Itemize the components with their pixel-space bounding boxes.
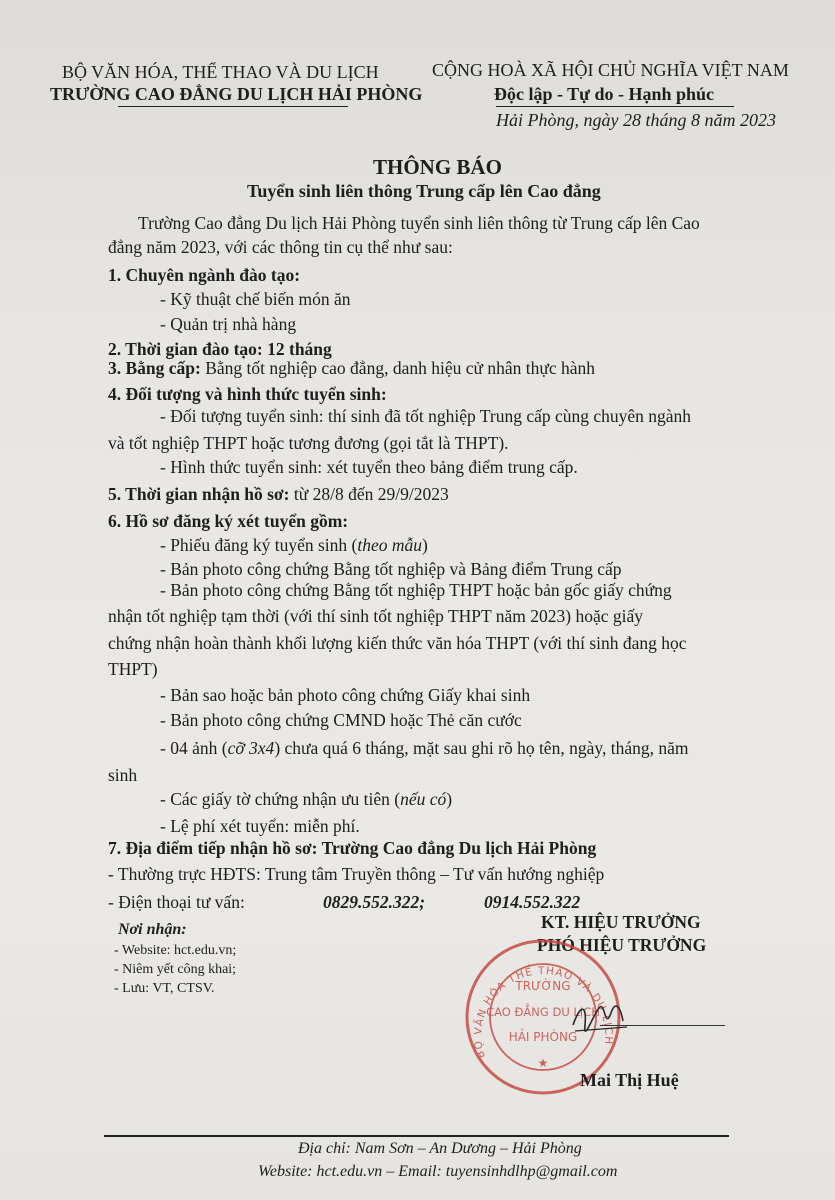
footer-address: Địa chỉ: Nam Sơn – An Dương – Hải Phòng: [298, 1140, 582, 1157]
section-3-heading: 3. Bằng cấp:: [108, 358, 201, 378]
section-6-item-italic: cỡ 3x4: [227, 738, 275, 758]
section-6-item: [160, 736, 688, 760]
section-3: [108, 356, 595, 380]
stamp-text-line-2: CAO ĐẲNG DU LỊCH: [486, 1005, 600, 1019]
section-6-item: [160, 787, 452, 811]
school-underline: [118, 106, 348, 107]
signer-name: Mai Thị Huệ: [580, 1070, 679, 1090]
section-6-item-text: - Các giấy tờ chứng nhận ưu tiên (: [160, 789, 401, 809]
stamp-text-line-3: HẢI PHÒNG: [508, 1030, 578, 1044]
section-5: [108, 482, 449, 506]
recipients-title: Nơi nhận:: [118, 921, 187, 938]
section-6-heading: 6. Hồ sơ đăng ký xét tuyển gồm:: [108, 511, 349, 531]
signature-role-2: PHÓ HIỆU TRƯỞNG: [537, 935, 707, 955]
document-subtitle: Tuyển sinh liên thông Trung cấp lên Cao đẳng: [247, 181, 601, 201]
section-1-item: - Quản trị nhà hàng: [160, 314, 297, 334]
section-4-heading: 4. Đối tượng và hình thức tuyển sinh:: [108, 384, 387, 404]
signature-line: [600, 1025, 725, 1026]
section-6-item: - Lệ phí xét tuyển: miễn phí.: [160, 816, 360, 836]
section-6-item: [160, 533, 428, 557]
footer-website: Website: hct.edu.vn – Email: tuyensinhdlhp@gmail.com: [258, 1163, 618, 1180]
section-6-item-text: - Phiếu đăng ký tuyển sinh (: [160, 535, 358, 555]
section-6-item-line: sinh: [108, 765, 138, 785]
section-4-line-3: - Hình thức tuyển sinh: xét tuyển theo bảng điểm trung cấp.: [160, 457, 578, 477]
document-title: THÔNG BÁO: [373, 155, 502, 179]
section-6-item-text: - 04 ảnh (: [160, 738, 228, 758]
stamp-ring-text: BỘ VĂN HÓA THỂ THAO VÀ DU L CH: [472, 964, 615, 1060]
footer-divider: [104, 1135, 729, 1137]
ministry-name: BỘ VĂN HÓA, THỂ THAO VÀ DU LỊCH: [62, 62, 379, 82]
intro-line-2: đẳng năm 2023, với các thông tin cụ thể như sau:: [108, 237, 453, 257]
motto-underline: [496, 106, 734, 107]
intro-line-1: Trường Cao đẳng Du lịch Hải Phòng tuyển sinh liên thông từ Trung cấp lên Cao: [138, 213, 700, 233]
recipient-item: - Website: hct.edu.vn;: [114, 943, 237, 958]
stamp-text-line-1: TRƯỜNG: [515, 979, 571, 993]
recipient-item: - Lưu: VT, CTSV.: [114, 981, 215, 996]
section-1-item: - Kỹ thuật chế biến món ăn: [160, 289, 351, 309]
section-6-item: - Bản photo công chứng CMND hoặc Thẻ căn cước: [160, 710, 522, 730]
document-date: Hải Phòng, ngày 28 tháng 8 năm 2023: [496, 110, 776, 130]
country-name: CỘNG HOÀ XÃ HỘI CHỦ NGHĨA VIỆT NAM: [432, 60, 789, 80]
section-6-item-text: ) chưa quá 6 tháng, mặt sau ghi rõ họ tên, ngày, tháng, năm: [274, 738, 689, 758]
section-7-heading: 7. Địa điểm tiếp nhận hồ sơ: Trường Cao đẳng Du lịch Hải Phòng: [108, 838, 597, 858]
section-6-item-line: chứng nhận hoàn thành khối lượng kiến thức văn hóa THPT (với thí sinh đang học: [108, 633, 687, 653]
section-1-heading: 1. Chuyên ngành đào tạo:: [108, 265, 301, 285]
recipient-item: - Niêm yết công khai;: [114, 962, 237, 977]
stamp-star: ★: [537, 1056, 549, 1070]
section-4-line-1: - Đối tượng tuyển sinh: thí sinh đã tốt nghiệp Trung cấp cùng chuyên ngành: [160, 406, 692, 426]
signature-role-1: KT. HIỆU TRƯỞNG: [541, 912, 701, 932]
section-4-line-2: và tốt nghiệp THPT hoặc tương đương (gọi tắt là THPT).: [108, 433, 509, 453]
section-6-item-line: - Bản photo công chứng Bằng tốt nghiệp THPT hoặc bản gốc giấy chứng: [160, 580, 672, 600]
section-5-text: từ 28/8 đến 29/9/2023: [293, 484, 449, 504]
section-7-phone-1: 0829.552.322;: [323, 892, 426, 912]
section-6-item: - Bản sao hoặc bản photo công chứng Giấy khai sinh: [160, 685, 531, 705]
section-6-item-text: ): [422, 535, 428, 555]
section-6-item-line: nhận tốt nghiệp tạm thời (với thí sinh tốt nghiệp THPT năm 2023) hoặc giấy: [108, 606, 644, 626]
motto: Độc lập - Tự do - Hạnh phúc: [494, 84, 715, 104]
section-3-text: Bằng tốt nghiệp cao đẳng, danh hiệu cử nhân thực hành: [205, 358, 596, 378]
section-7-line-1: - Thường trực HĐTS: Trung tâm Truyền thông – Tư vấn hướng nghiệp: [108, 864, 605, 884]
section-6-item-italic: theo mẫu: [357, 535, 422, 555]
school-name: TRƯỜNG CAO ĐẲNG DU LỊCH HẢI PHÒNG: [50, 84, 423, 104]
section-7-phone-label: - Điện thoại tư vấn:: [108, 892, 245, 912]
section-6-item-text: ): [446, 789, 453, 809]
section-2-heading: 2. Thời gian đào tạo: 12 tháng: [108, 339, 332, 359]
section-6-item-italic: nếu có: [400, 789, 447, 809]
section-6-item: - Bản photo công chứng Bằng tốt nghiệp và Bảng điểm Trung cấp: [160, 559, 622, 579]
section-5-heading: 5. Thời gian nhận hồ sơ:: [108, 484, 290, 504]
section-6-item-line: THPT): [108, 659, 158, 679]
section-7-phone-2: 0914.552.322: [484, 892, 581, 912]
